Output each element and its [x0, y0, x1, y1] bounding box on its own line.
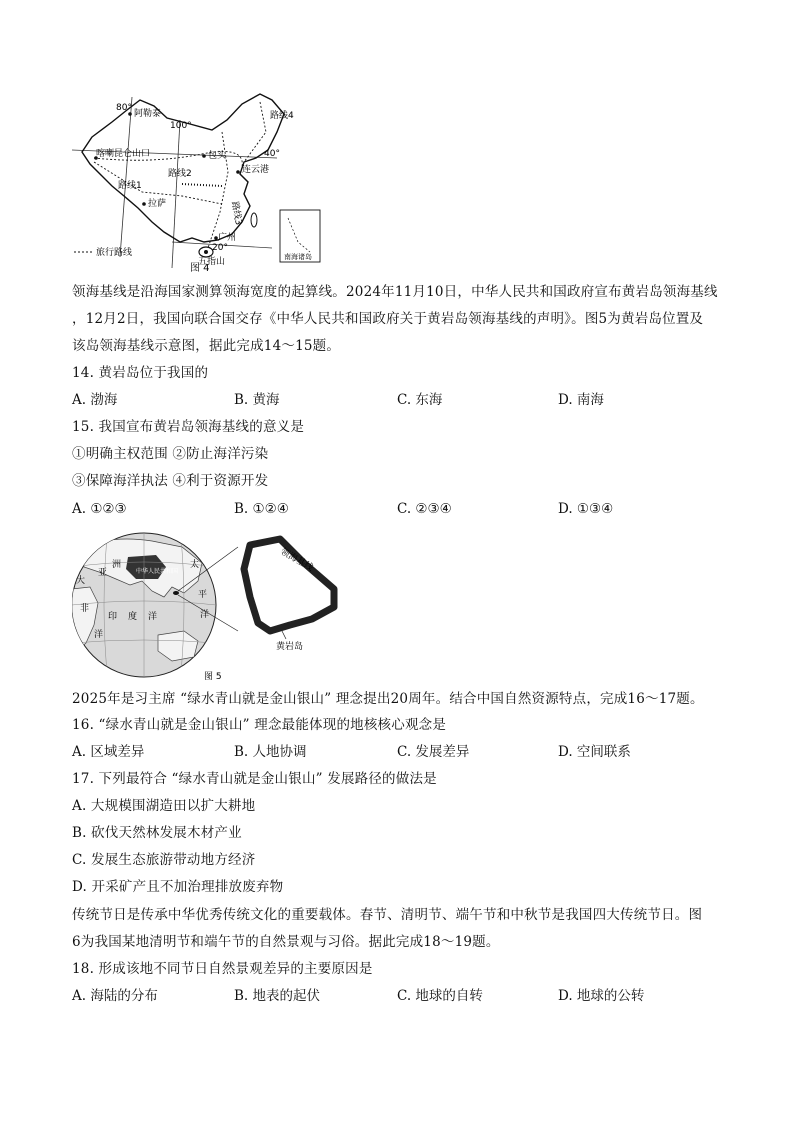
label-lon100: 100° — [170, 121, 192, 131]
q18-option-a: A. 海陆的分布 — [72, 988, 158, 1004]
taiwan-island — [251, 213, 257, 227]
label-pacific-2: 平 — [198, 590, 208, 600]
legend-route-label: 旅行路线 — [96, 248, 133, 258]
label-route2: 路线2 — [168, 169, 192, 179]
label-ocean-1: 印 — [108, 612, 118, 622]
meridian-80 — [120, 97, 132, 257]
label-pacific-3: 洋 — [200, 610, 210, 620]
q18-option-c: C. 地球的自转 — [397, 988, 483, 1004]
label-island: 黄岩岛 — [276, 642, 304, 652]
q14-option-d: D. 南海 — [558, 392, 604, 408]
lhasa-point — [142, 202, 146, 206]
label-altay: 阿勒泰 — [134, 109, 162, 119]
label-route4: 路线4 — [270, 111, 294, 121]
label-lat20: 20° — [212, 243, 228, 253]
para1-line2: ，12月2日，我国向联合国交存《中华人民共和国政府关于黄岩岛领海基线的声明》。图5为黄岩岛位置及 — [72, 311, 704, 327]
china-map-graphic — [72, 92, 322, 274]
label-ocean-2: 度 — [128, 612, 138, 622]
q16-stem: 16. “绿水青山就是金山银山” 理念最能体现的地核核心观念是 — [72, 717, 447, 733]
huangyan-marker — [173, 591, 179, 595]
label-pacific: 太 — [190, 560, 200, 570]
q15-statements-2: ③保障海洋执法 ④利于资源开发 — [72, 473, 269, 489]
label-china: 中华人民共和国 — [136, 568, 179, 575]
para2-line1: 2025年是习主席 “绿水青山就是金山银山” 理念提出20周年。结合中国自然资源特点，完成16～17题。 — [72, 691, 704, 707]
figure-5-caption: 图 5 — [204, 672, 222, 682]
q18-option-b: B. 地表的起伏 — [234, 988, 321, 1004]
para3-line2: 6为我国某地清明节和端午节的自然景观与习俗。据此完成18～19题。 — [72, 934, 500, 950]
label-ocean-3: 洋 — [148, 612, 158, 622]
figure-5-huangyan-baseline — [72, 527, 362, 683]
q16-option-b: B. 人地协调 — [234, 744, 307, 760]
q17-option-c: C. 发展生态旅游带动地方经济 — [72, 852, 256, 868]
label-route3: 路线3 — [229, 200, 244, 226]
inset-label: 南海诸岛 — [284, 253, 312, 261]
wuzhishan-point — [204, 250, 208, 254]
label-oceania: 大 — [76, 576, 86, 586]
meridian-100 — [172, 120, 180, 268]
q15-option-d: D. ①③④ — [558, 501, 614, 517]
q17-stem: 17. 下列最符合 “绿水青山就是金山银山” 发展路径的做法是 — [72, 771, 437, 787]
q15-stem: 15. 我国宣布黄岩岛领海基线的意义是 — [72, 419, 305, 435]
para3-line1: 传统节日是传承中华优秀传统文化的重要载体。春节、清明节、端午节和中秋节是我国四大传统节日。图 — [72, 907, 703, 923]
label-route1: 路线1 — [118, 181, 142, 191]
route-1-line — [94, 162, 222, 204]
figure-4-caption: 图 4 — [190, 263, 210, 274]
q16-option-c: C. 发展差异 — [397, 744, 470, 760]
island-pointer — [282, 631, 286, 639]
figure-4-china-route-map — [72, 92, 322, 274]
label-baseline: 领海基线 — [278, 546, 315, 574]
q14-stem: 14. 黄岩岛位于我国的 — [72, 365, 209, 381]
globe-graphic — [72, 527, 362, 683]
inset-nine-dash — [288, 218, 310, 252]
label-lianyungang: 连云港 — [242, 165, 270, 175]
q18-option-d: D. 地球的公转 — [558, 988, 645, 1004]
label-africa: 非 — [80, 604, 90, 614]
q15-option-b: B. ①②④ — [234, 501, 289, 517]
label-baotou: 包头 — [208, 151, 227, 161]
label-lon80: 80° — [116, 103, 132, 113]
para1-line1: 领海基线是沿海国家测算领海宽度的起算线。2024年11月10日，中华人民共和国政府宣布黄岩岛领海基线 — [72, 284, 718, 300]
label-guangzhou: 广州 — [218, 233, 237, 243]
baotou-point — [202, 154, 206, 158]
q17-option-d: D. 开采矿产且不加治理排放废弃物 — [72, 879, 284, 895]
q18-stem: 18. 形成该地不同节日自然景观差异的主要原因是 — [72, 961, 373, 977]
q14-option-c: C. 东海 — [397, 392, 443, 408]
label-wuzhishan: 五指山 — [198, 257, 226, 267]
label-oceania-2: 洋 — [94, 630, 104, 640]
q15-option-c: C. ②③④ — [397, 501, 452, 517]
label-asia-2: 洲 — [112, 560, 122, 570]
label-kashgar: 喀喇昆仑山口 — [96, 149, 151, 159]
lianyungang-point — [236, 170, 240, 174]
q15-option-a: A. ①②③ — [72, 501, 127, 517]
q14-option-a: A. 渤海 — [72, 392, 118, 408]
q14-option-b: B. 黄海 — [234, 392, 280, 408]
label-lat40: 40° — [264, 149, 280, 159]
para1-line3: 该岛领海基线示意图，据此完成14～15题。 — [72, 338, 341, 354]
label-lhasa: 拉萨 — [148, 199, 167, 209]
q17-option-b: B. 砍伐天然林发展木材产业 — [72, 825, 242, 841]
river-line — [182, 184, 222, 186]
route-3-line — [208, 132, 228, 248]
q15-statements-1: ①明确主权范围 ②防止海洋污染 — [72, 446, 269, 462]
q16-option-a: A. 区域差异 — [72, 744, 145, 760]
label-asia-1: 亚 — [98, 568, 108, 578]
q16-option-d: D. 空间联系 — [558, 744, 631, 760]
q17-option-a: A. 大规模围湖造田以扩大耕地 — [72, 798, 256, 814]
